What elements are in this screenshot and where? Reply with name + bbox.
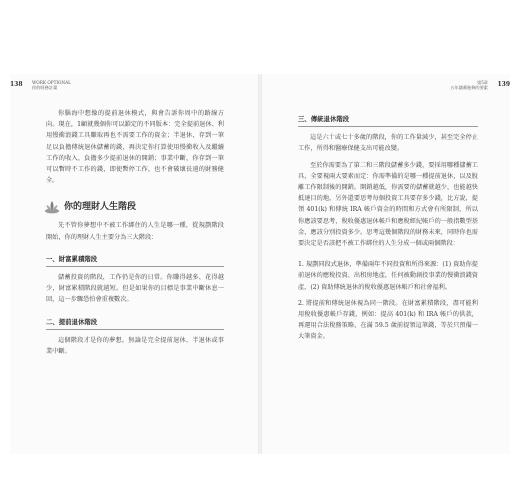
left-paragraph-1: 你腦海中想像的提前退休模式，與會告訴你周中的路線方向。現在，1顧就幾個你可以鎖定的不同版本：完全提前退休、利用慢衝浪錢工具賺取再也不需要工作的資金；半退休，存到一筆足以負擔傳統退休儲蓄的錢，再決定你打算使用慢衝收入及繼續工作的收入，負擔多少提前退休的開銷；事業中斷，你存到一筆可以暫時不工作的錢，即使暫停工作，也不會破壞長遠的財務健全。 (46, 110, 224, 185)
stage1-heading: 一、財富累積階段 (46, 254, 98, 263)
right-page (262, 74, 510, 454)
stage1-divider (46, 266, 224, 267)
stage2-text: 這個階段才是你的夢想。無論是完全提前退休、半退休或事業中斷。 (46, 336, 224, 356)
stage2-divider (46, 329, 224, 330)
left-running-head (32, 80, 71, 90)
left-page (10, 74, 258, 454)
stage3-heading: 三、傳統退休階段 (298, 115, 350, 123)
right-running-head-line-2: 五年儲蓄進修的要素 (450, 85, 488, 90)
section-intro: 先不管你夢想中不被工作綁住的人生是哪一種，從規劃階段開始，你的理財人生主要分為三大階段： (46, 222, 224, 241)
left-running-head-line-1: WORK OPTIONAL (32, 80, 71, 85)
section-heading (44, 200, 224, 214)
left-page-number: 138 (10, 81, 23, 88)
section-title: 你的理財人生階段 (64, 201, 137, 212)
stage2-heading: 二、提前退休階段 (46, 317, 98, 326)
lotus-icon (44, 200, 60, 214)
right-running-head (450, 80, 488, 90)
right-page-number: 139 (497, 81, 510, 88)
stage3-text: 這是六十或七十多歲的階段，你的工作量減少，甚至完全停止工作，所得和醫療保健支出可能改變。 (298, 134, 478, 153)
stage1-text: 儲蓄投資的階段，工作仍是你的日常。你賺得越多、花得越少，財富累積階段就越短。但是如果你的目標是事業中斷休息一回，這一步驟恐怕會重複數次。 (46, 274, 224, 304)
list-item-2: 2. 將提前和傳統退休視為同一階段。在財富累積階段，盡可能利用稅收優惠帳戶存錢，例如：提高 401(k) 和 IRA 帳戶的供款，再運用合法稅務策略，在滿 59.5 歲前提領這筆錢，等於只預備一大筆資金。 (298, 299, 478, 341)
right-page-content (298, 108, 478, 343)
list-item-1: 1. 規劃同段式退休，準備兩年不同投資和所得來源：(1) 資助你提前退休的應稅投資、出租房地產，任何被動創投事業的慢衝浪錢資產，(2) 資助傳統退休的稅收優惠退休帳戶和社會福利。 (298, 261, 478, 291)
stage3-divider (298, 126, 478, 127)
right-running-head-line-1: 第5章 (476, 80, 488, 85)
left-running-head-line-2: 你的財務計畫 (32, 85, 58, 90)
left-page-content (46, 108, 224, 357)
right-paragraph-1: 至於你需要為了第二和三階段儲蓄多少錢，要採用哪種儲蓄工具，全要視兩大要素而定：你需準備的是哪一種提前退休，以及脫離工作限制後的開銷。開銷越低，你需要的儲蓄就越少，也能越快抵達目的地。另外還要思考每個投資工具要存多少錢，比方說，提領 401(k) 和傳統 IRA 帳戶資金的時間和方式會有所限制，所以你應該要思考，稅收優惠退休帳戶和應稅經紀帳戶的一般指數型基金，應該分別投資多少。思考這幾個階段的財務未來，同時你也需要決定是否該把不被工作綁住的人生分成一個或兩個階段： (298, 161, 478, 248)
